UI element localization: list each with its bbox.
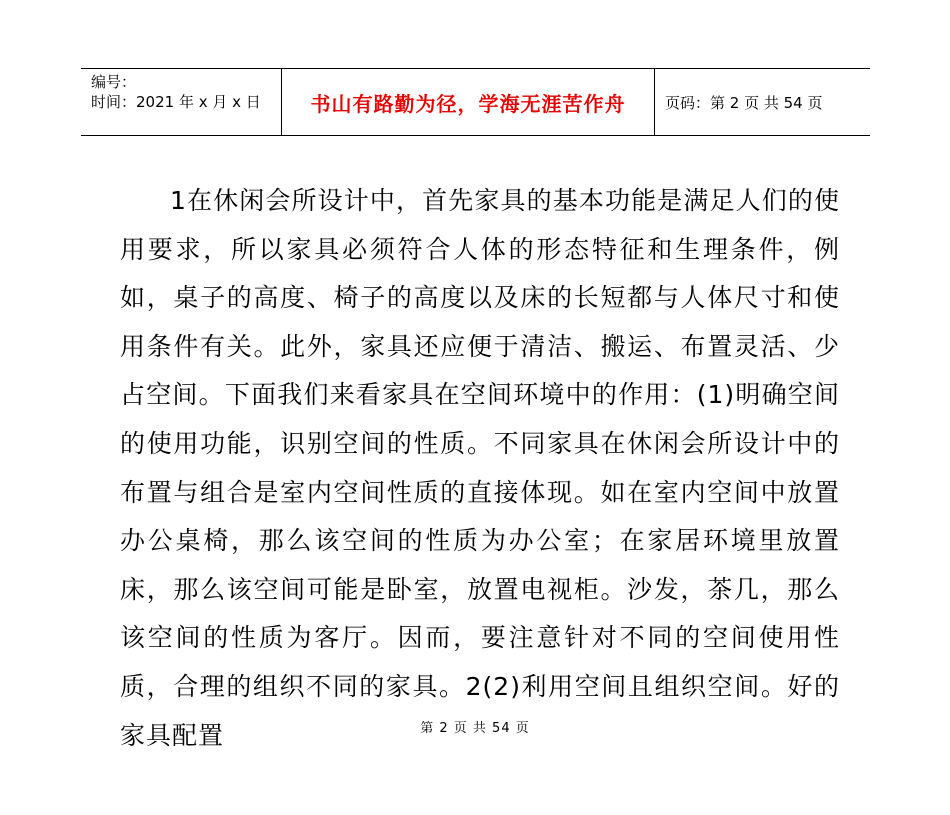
header-motto: 书山有路勤为径，学海无涯苦作舟	[281, 69, 655, 135]
page-footer: 第 2 页 共 54 页	[420, 721, 530, 736]
page-header	[81, 68, 870, 136]
header-page-info: 页码：第 2 页 共 54 页	[665, 93, 823, 112]
number-label: 编号：	[91, 73, 137, 91]
time-label: 时间：2021 年 x 月 x 日	[91, 93, 261, 111]
header-meta	[81, 69, 281, 135]
body-paragraph: 1在休闲会所设计中，首先家具的基本功能是满足人们的使用要求，所以家具必须符合人体的形态特征和生理条件，例如，桌子的高度、椅子的高度以及床的长短都与人体尺寸和使用条件有关。此外，家具还应便于清洁、搬运、布置灵活、少占空间。下面我们来看家具在空间环境中的作用：(1)明确空间的使用功能，识别空间的性质。不同家具在休闲会所设计中的布置与组合是室内空间性质的直接体现。如在室内空间中放置办公桌椅，那么该空间的性质为办公室；在家居环境里放置床，那么该空间可能是卧室，放置电视柜。沙发，茶几，那么该空间的性质为客厅。因而，要注意针对不同的空间使用性质，合理的组织不同的家具。2(2)利用空间且组织空间。好的家具配置	[120, 186, 840, 750]
